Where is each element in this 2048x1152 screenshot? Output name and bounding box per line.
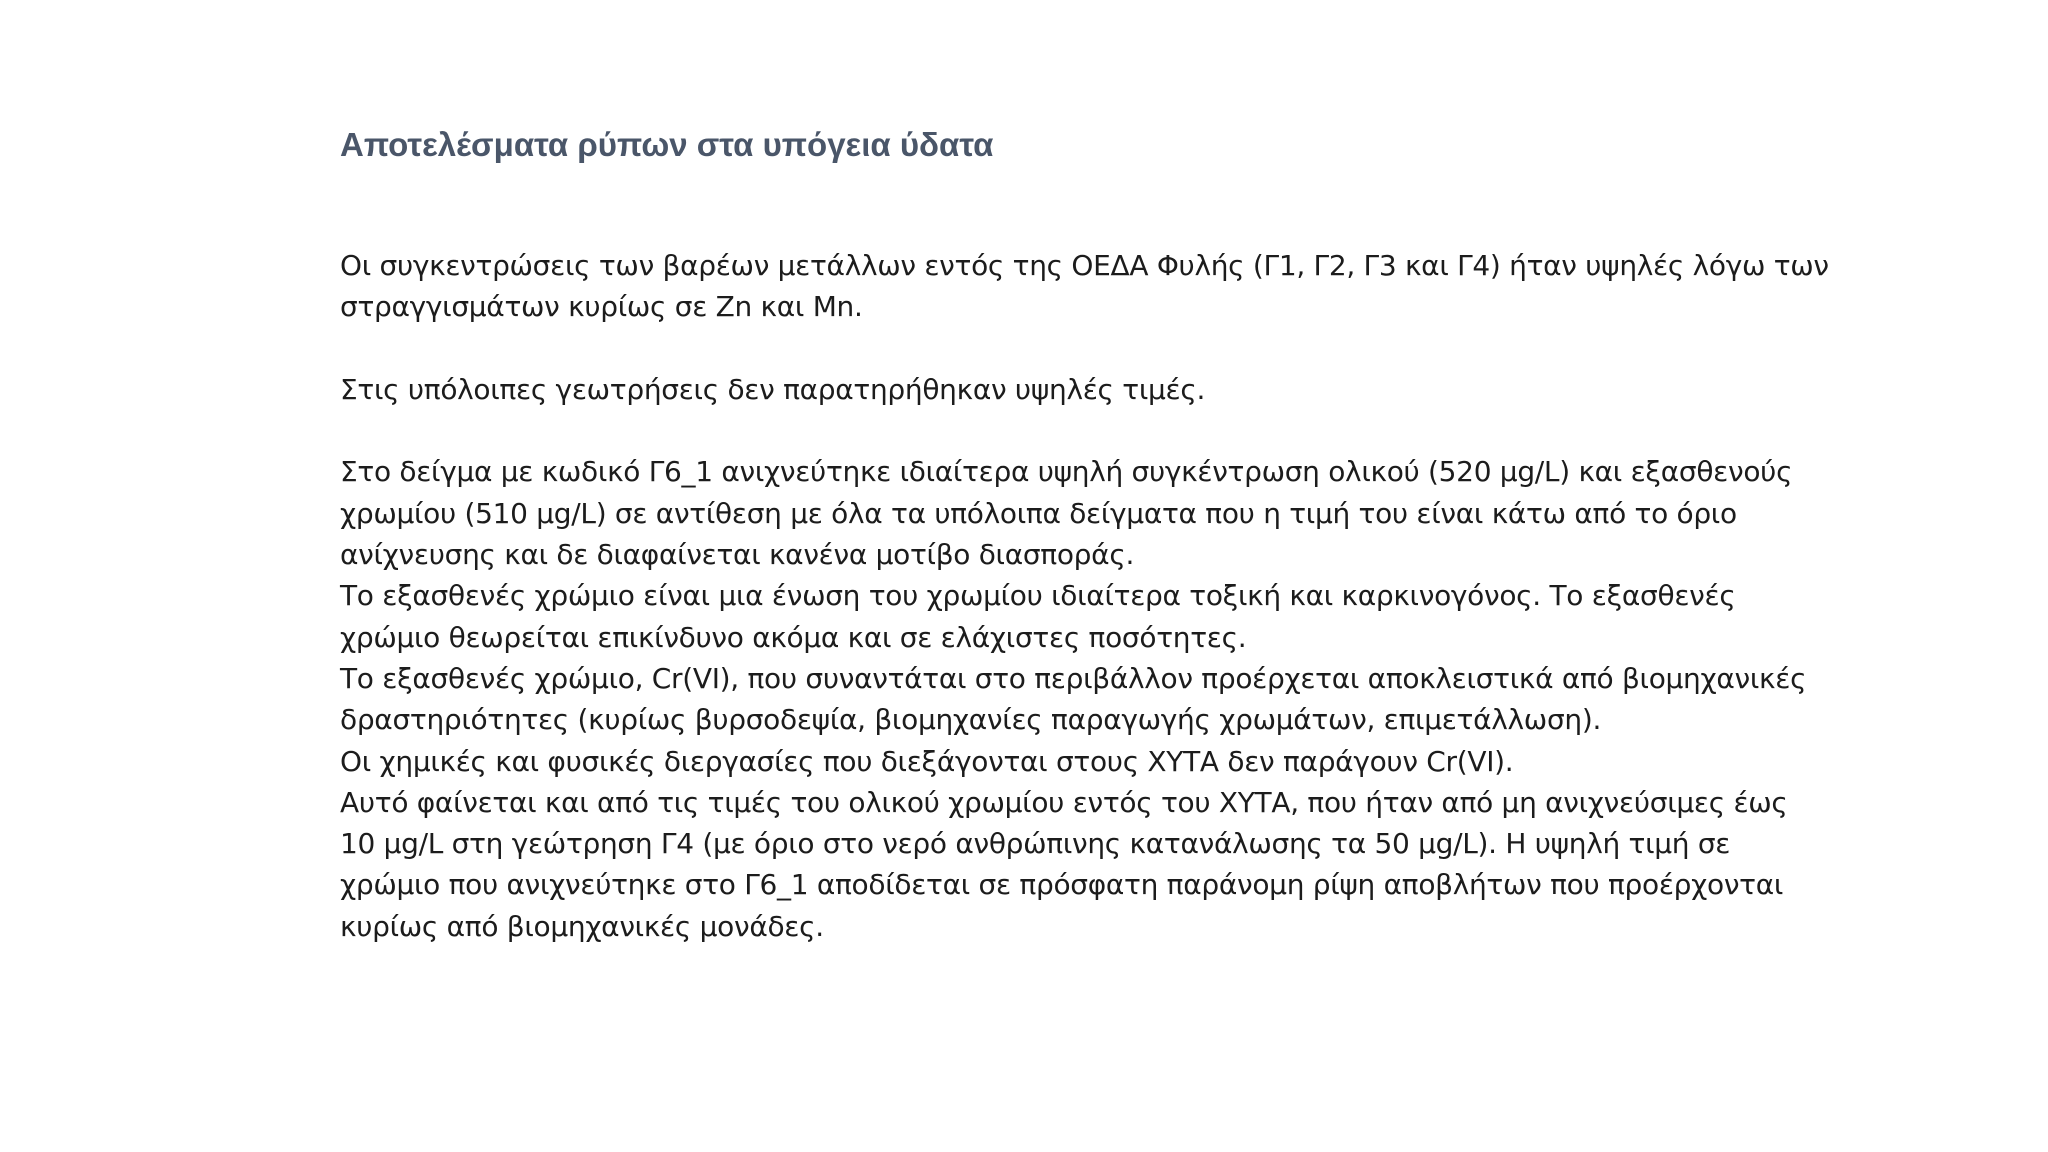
text-line: Το εξασθενές χρώμιο είναι μια ένωση του χρωμίου ιδιαίτερα τοξική και καρκινογόνος. Το εξασθενές <box>340 579 1736 613</box>
text-line: Το εξασθενές χρώμιο, Cr(VI), που συναντάται στο περιβάλλον προέρχεται αποκλειστικά από βιομηχανικές <box>340 661 1807 695</box>
text-line: κυρίως από βιομηχανικές μονάδες. <box>340 909 824 943</box>
text-line: Στις υπόλοιπες γεωτρήσεις δεν παρατηρήθηκαν υψηλές τιμές. <box>340 372 1206 406</box>
paragraph-spacer <box>340 410 1830 451</box>
text-line: χρώμιο θεωρείται επικίνδυνο ακόμα και σε ελάχιστες ποσότητες. <box>340 620 1247 654</box>
text-line: χρωμίου (510 μg/L) σε αντίθεση με όλα τα υπόλοιπα δείγματα που η τιμή του είναι κάτω από το όριο <box>340 496 1737 530</box>
text-line: χρώμιο που ανιχνεύτηκε στο Γ6_1 αποδίδεται σε πρόσφατη παράνομη ρίψη αποβλήτων που προέρχονται <box>340 868 1784 902</box>
text-line: Οι χημικές και φυσικές διεργασίες που διεξάγονται στους ΧΥΤΑ δεν παράγουν Cr(VI). <box>340 744 1514 778</box>
text-line: Στο δείγμα με κωδικό Γ6_1 ανιχνεύτηκε ιδιαίτερα υψηλή συγκέντρωση ολικού (520 μg/L) και εξασθενούς <box>340 455 1793 489</box>
paragraph-other-boreholes <box>340 369 1830 410</box>
paragraph-heavy-metals <box>340 245 1830 328</box>
text-line: Αυτό φαίνεται και από τις τιμές του ολικού χρωμίου εντός του ΧΥΤΑ, που ήταν από μη ανιχνεύσιμες έως <box>340 785 1788 819</box>
text-line: στραγγισμάτων κυρίως σε Zn και Mn. <box>340 290 863 324</box>
slide-title: Αποτελέσματα ρύπων στα υπόγεια ύδατα <box>340 126 994 163</box>
text-line: 10 μg/L στη γεώτρηση Γ4 (με όριο στο νερό ανθρώπινης κατανάλωσης τα 50 μg/L). Η υψηλή τιμή σε <box>340 827 1731 861</box>
paragraph-spacer <box>340 328 1830 369</box>
text-line: δραστηριότητες (κυρίως βυρσοδεψία, βιομηχανίες παραγωγής χρωμάτων, επιμετάλλωση). <box>340 703 1602 737</box>
text-line: ανίχνευσης και δε διαφαίνεται κανένα μοτίβο διασποράς. <box>340 538 1135 572</box>
slide-body <box>340 245 1830 947</box>
text-line: Οι συγκεντρώσεις των βαρέων μετάλλων εντός της ΟΕΔΑ Φυλής (Γ1, Γ2, Γ3 και Γ4) ήταν υψηλές λόγω των <box>340 249 1829 282</box>
paragraph-chromium <box>340 451 1830 947</box>
